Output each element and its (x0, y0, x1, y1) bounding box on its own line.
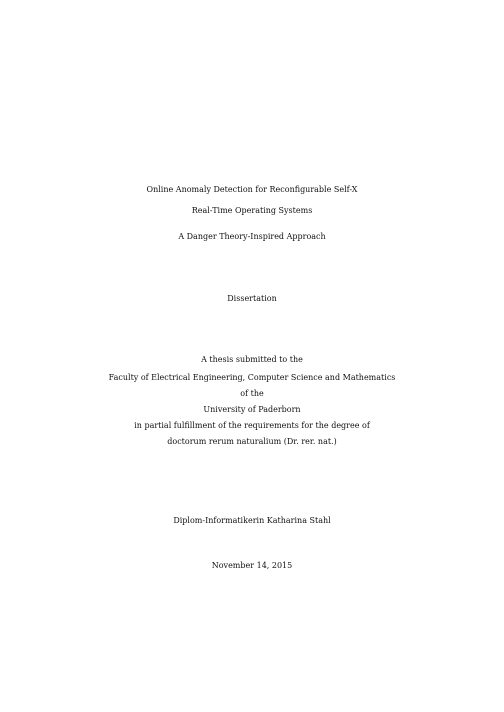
submission-line-5: in partial fulfillment of the requirements for the degree of (134, 421, 370, 430)
document-type: Dissertation (227, 294, 277, 303)
thesis-subtitle: A Danger Theory-Inspired Approach (178, 232, 326, 241)
submission-line-1: A thesis submitted to the (201, 355, 303, 364)
thesis-title-line-2: Real-Time Operating Systems (191, 206, 313, 215)
submission-line-2: Faculty of Electrical Engineering, Computer Science and Mathematics (108, 373, 396, 382)
submission-line-6: doctorum rerum naturalium (Dr. rer. nat.) (167, 437, 337, 446)
submission-line-4: University of Paderborn (203, 405, 301, 414)
submission-line-3: of the (240, 389, 264, 398)
thesis-title-line-1: Online Anomaly Detection for Reconfigurable Self-X (146, 185, 358, 194)
submission-date: November 14, 2015 (211, 561, 293, 570)
author-name: Diplom-Informatikerin Katharina Stahl (173, 516, 331, 525)
